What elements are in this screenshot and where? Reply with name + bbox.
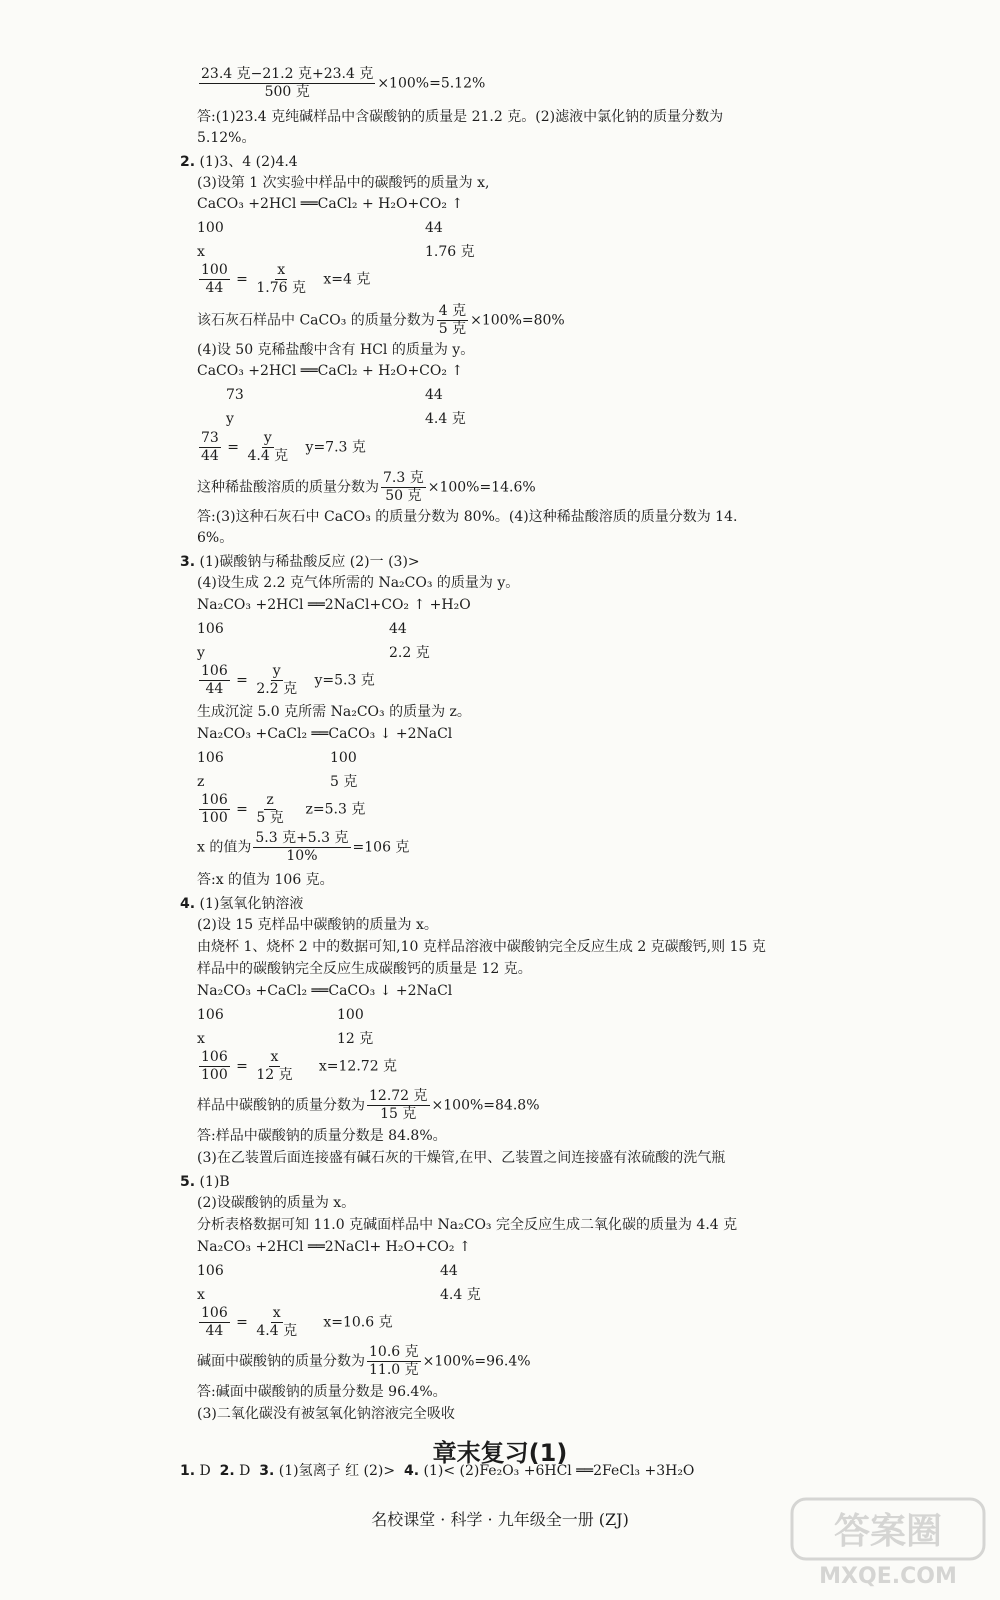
answer-line [197,174,489,192]
answer-line [197,574,519,592]
answer-line [197,108,723,126]
fraction-numerator: 10.6 克 [369,1344,419,1360]
text-segment: (4)设生成 2.2 克气体所需的 Na₂CO₃ 的质量为 y。 [197,575,520,591]
answer-line [226,410,234,428]
text-segment: 答:(3)这种石灰石中 CaCO₃ 的质量分数为 80%。(4)这种稀盐酸溶质的质量分数为 14. [197,509,738,525]
fraction-denominator: 4.4 克 [247,448,289,464]
text-segment: 分析表格数据可知 11.0 克碱面样品中 Na₂CO₃ 完全反应生成二氧化碳的质量为 4.4 克 [197,1217,738,1233]
fraction-denominator: 50 克 [385,488,422,504]
fraction-numerator: 12.72 克 [369,1088,428,1104]
text-segment: 答:(1)23.4 克纯碱样品中含碳酸钠的质量是 21.2 克。(2)滤液中氯化钠的质量分数为 [197,109,724,125]
answer-line [180,553,420,571]
answer-line [197,303,565,338]
answer-line [389,620,407,638]
text-segment: = [231,1314,253,1331]
text-segment: x [197,1287,205,1303]
answer-line [197,1405,455,1423]
text-segment: CaCO₃ +2HCl ══CaCl₂ + H₂O+CO₂ ↑ [197,363,464,379]
text-segment: (3)在乙装置后面连接盛有碱石灰的干燥管,在甲、乙装置之间连接盛有浓硫酸的洗气瓶 [197,1150,726,1166]
text-segment: D [234,1463,260,1479]
text-segment: 生成沉淀 5.0 克所需 Na₂CO₃ 的质量为 z。 [197,704,471,720]
text-segment: 6%。 [197,530,234,546]
answer-line [330,749,357,767]
fraction-denominator: 15 克 [380,1106,417,1122]
text-segment: 样品中的碳酸钠完全反应生成碳酸钙的质量是 12 克。 [197,961,532,977]
text-segment: (1)氢离子 红 (2)> [274,1463,404,1479]
answer-line [197,262,370,297]
fraction [437,303,468,338]
answer-line [197,703,471,721]
text-segment: 100 [337,1007,364,1023]
answer-line [337,1030,373,1048]
text-segment: z [197,774,205,790]
question-number: 5. [180,1174,196,1190]
text-segment: y=7.3 克 [292,439,366,456]
text-segment: y [197,645,205,661]
answer-line [180,1173,230,1191]
text-segment: = [231,801,253,818]
answer-line [197,1383,447,1401]
text-segment: 106 [197,1007,224,1023]
fraction-denominator: 2.2 克 [256,681,298,697]
text-segment: ×100%=14.6% [427,479,536,496]
text-segment: ×100%=80% [470,312,565,329]
text-segment: 4.4 克 [425,411,466,427]
text-segment: z=5.3 克 [287,801,366,818]
text-segment: 答:碱面中碳酸钠的质量分数是 96.4%。 [197,1384,447,1400]
fraction-denominator: 11.0 克 [369,1362,419,1378]
answer-line [197,129,255,147]
answer-line [197,773,204,791]
fraction-numerator: x [277,262,286,278]
text-segment: 该石灰石样品中 CaCO₃ 的质量分数为 [197,312,435,329]
question-number: 3. [180,554,196,570]
answer-line [197,1030,205,1048]
text-segment: ×100%=96.4% [422,1353,531,1370]
text-segment: 73 [226,387,244,403]
fraction [199,1049,230,1084]
text-segment: x [197,244,205,260]
text-segment: 44 [425,220,443,236]
text-segment: =106 克 [352,839,410,856]
answer-line [197,1049,397,1084]
answer-line [197,982,452,1000]
fraction-denominator: 1.76 克 [256,280,306,296]
answer-line [197,430,366,465]
text-segment: x=4 克 [310,271,371,288]
fraction [254,792,285,827]
text-segment: 106 [197,750,224,766]
text-segment: (1)3、4 (2)4.4 [195,154,298,170]
text-segment: 答:x 的值为 106 克。 [197,872,334,888]
fraction-denominator: 44 [205,1323,224,1339]
answer-line [197,1194,355,1212]
fraction [199,66,375,101]
fraction [254,262,308,297]
answer-line [197,529,233,547]
fraction [199,1305,230,1340]
fraction [199,430,221,465]
fraction-numerator: z [266,792,274,808]
text-segment: (3)设第 1 次实验中样品中的碳酸钙的质量为 x, [197,175,490,191]
text-segment: ×100%=5.12% [377,75,486,92]
answer-line [197,1238,471,1256]
answer-line [389,644,430,662]
text-segment: 100 [330,750,357,766]
text-segment: D [195,1463,220,1479]
answer-line [197,1286,205,1304]
fraction-denominator: 12 克 [256,1067,293,1083]
text-segment: (2)设 15 克样品中碳酸钠的质量为 x。 [197,917,438,933]
answer-line [197,1216,737,1234]
fraction [254,1049,294,1084]
fraction-numerator: y [263,430,272,446]
fraction-denominator: 100 [201,810,228,826]
text-segment: 44 [440,1263,458,1279]
answer-line [330,773,357,791]
answer-line [425,386,443,404]
fraction-numerator: 73 [201,430,219,446]
fraction [199,262,230,297]
answer-line [197,1305,393,1340]
text-segment: 4.4 克 [440,1287,481,1303]
answer-line [197,620,224,638]
text-segment: (1)< (2)Fe₂O₃ +6HCl ══2FeCl₃ +3H₂O [419,1463,695,1479]
answer-line [197,1127,447,1145]
answer-line [425,219,443,237]
fraction-numerator: x [272,1305,281,1321]
answer-line [197,1006,224,1024]
answer-line [197,830,409,865]
question-number: 3. [259,1463,275,1479]
answer-line [197,871,334,889]
answer-line [337,1006,364,1024]
fraction [367,1088,430,1123]
fraction-numerator: 106 [201,1305,228,1321]
text-segment: Na₂CO₃ +CaCl₂ ══CaCO₃ ↓ +2NaCl [197,983,453,999]
fraction-numerator: y [272,663,281,679]
fraction-denominator: 10% [286,848,318,864]
answer-line [425,243,475,261]
text-segment: x 的值为 [197,839,252,856]
answer-line [197,725,452,743]
text-segment: = [222,439,244,456]
question-number: 4. [180,896,196,912]
svg-text:MXQE.COM: MXQE.COM [819,1564,957,1589]
fraction-denominator: 44 [205,681,224,697]
answer-line [197,792,365,827]
answer-line [180,895,303,913]
text-segment: x=12.72 克 [296,1058,398,1075]
text-segment: (4)设 50 克稀盐酸中含有 HCl 的质量为 y。 [197,342,475,358]
answer-line [425,410,466,428]
answer-line [197,66,485,101]
answer-line [197,470,536,505]
fraction-numerator: 106 [201,663,228,679]
fraction-denominator: 100 [201,1067,228,1083]
text-segment: 44 [389,621,407,637]
fraction-denominator: 4.4 克 [256,1323,298,1339]
text-segment: y=5.3 克 [301,672,375,689]
question-number: 2. [180,154,196,170]
answer-line [197,219,224,237]
fraction-numerator: 100 [201,262,228,278]
fraction-denominator: 44 [201,448,219,464]
answer-line [440,1262,458,1280]
answer-line [197,508,737,526]
answer-line [197,1262,224,1280]
text-segment: 2.2 克 [389,645,430,661]
fraction-denominator: 5 克 [256,810,284,826]
answer-line [197,1344,531,1379]
text-segment: 5.12%。 [197,130,256,146]
fraction-numerator: x [270,1049,279,1065]
text-segment: Na₂CO₃ +CaCl₂ ══CaCO₃ ↓ +2NaCl [197,726,453,742]
text-segment: 5 克 [330,774,358,790]
fraction [381,470,426,505]
answer-line [197,644,205,662]
answer-line [197,195,463,213]
text-segment: 100 [197,220,224,236]
fraction-numerator: 106 [201,792,228,808]
answer-line [197,1149,725,1167]
fraction-numerator: 106 [201,1049,228,1065]
question-number: 2. [219,1463,235,1479]
answer-line [226,386,244,404]
fraction [199,792,230,827]
answer-line [197,341,474,359]
fraction-denominator: 500 克 [264,84,310,100]
text-segment: 碱面中碳酸钠的质量分数为 [197,1353,365,1370]
section-title: 章末复习(1) [432,1439,568,1467]
fraction [254,663,299,698]
answer-line [180,153,298,171]
text-segment: = [231,1058,253,1075]
text-segment: (2)设碳酸钠的质量为 x。 [197,1195,356,1211]
answer-line [197,749,224,767]
question-number: 4. [404,1463,420,1479]
answer-line [197,916,438,934]
text-segment: (3)二氧化碳没有被氢氧化钠溶液完全吸收 [197,1406,455,1422]
text-segment: 44 [425,387,443,403]
text-segment: 12 克 [337,1031,374,1047]
text-segment: 由烧杯 1、烧杯 2 中的数据可知,10 克样品溶液中碳酸钠完全反应生成 2 克碳酸钙,则 15 克 [197,939,766,955]
text-segment: y [226,411,234,427]
text-segment: CaCO₃ +2HCl ══CaCl₂ + H₂O+CO₂ ↑ [197,196,464,212]
fraction-denominator: 5 克 [438,321,467,337]
text-segment: x=10.6 克 [301,1314,393,1331]
fraction [199,663,230,698]
answer-line [440,1286,481,1304]
answer-line [197,663,375,698]
answer-line [197,596,471,614]
answer-line [197,960,532,978]
text-segment: 106 [197,1263,224,1279]
fraction [254,1305,299,1340]
fraction-numerator: 7.3 克 [383,470,424,486]
text-segment: = [231,672,253,689]
text-segment: 1.76 克 [425,244,475,260]
text-segment: 样品中碳酸钠的质量分数为 [197,1097,365,1114]
text-segment: Na₂CO₃ +2HCl ══2NaCl+ H₂O+CO₂ ↑ [197,1239,471,1255]
answer-line [197,938,766,956]
text-segment: 这种稀盐酸溶质的质量分数为 [197,479,379,496]
fraction [367,1344,421,1379]
text-segment: (1)碳酸钠与稀盐酸反应 (2)一 (3)> [195,554,420,570]
text-segment: = [231,271,253,288]
question-number: 1. [180,1463,196,1479]
text-segment: x [197,1031,205,1047]
fraction-numerator: 5.3 克+5.3 克 [255,830,349,846]
fraction-numerator: 4 克 [438,303,467,319]
text-segment: Na₂CO₃ +2HCl ══2NaCl+CO₂ ↑ +H₂O [197,597,471,613]
answer-line [197,1088,540,1123]
text-segment: ×100%=84.8% [431,1097,540,1114]
watermark-logo [788,1495,988,1590]
text-segment: 106 [197,621,224,637]
svg-text:答案圈: 答案圈 [833,1511,943,1552]
fraction-denominator: 44 [205,280,224,296]
answer-line [197,362,463,380]
fraction [253,830,350,865]
fraction [245,430,290,465]
answer-line [197,243,205,261]
fraction-numerator: 23.4 克−21.2 克+23.4 克 [201,66,374,82]
text-segment: (1)氢氧化钠溶液 [195,896,304,912]
text-segment: 答:样品中碳酸钠的质量分数是 84.8%。 [197,1128,447,1144]
page-footer: 名校课堂 · 科学 · 九年级全一册 (ZJ) [371,1510,629,1529]
text-segment: (1)B [195,1174,230,1190]
